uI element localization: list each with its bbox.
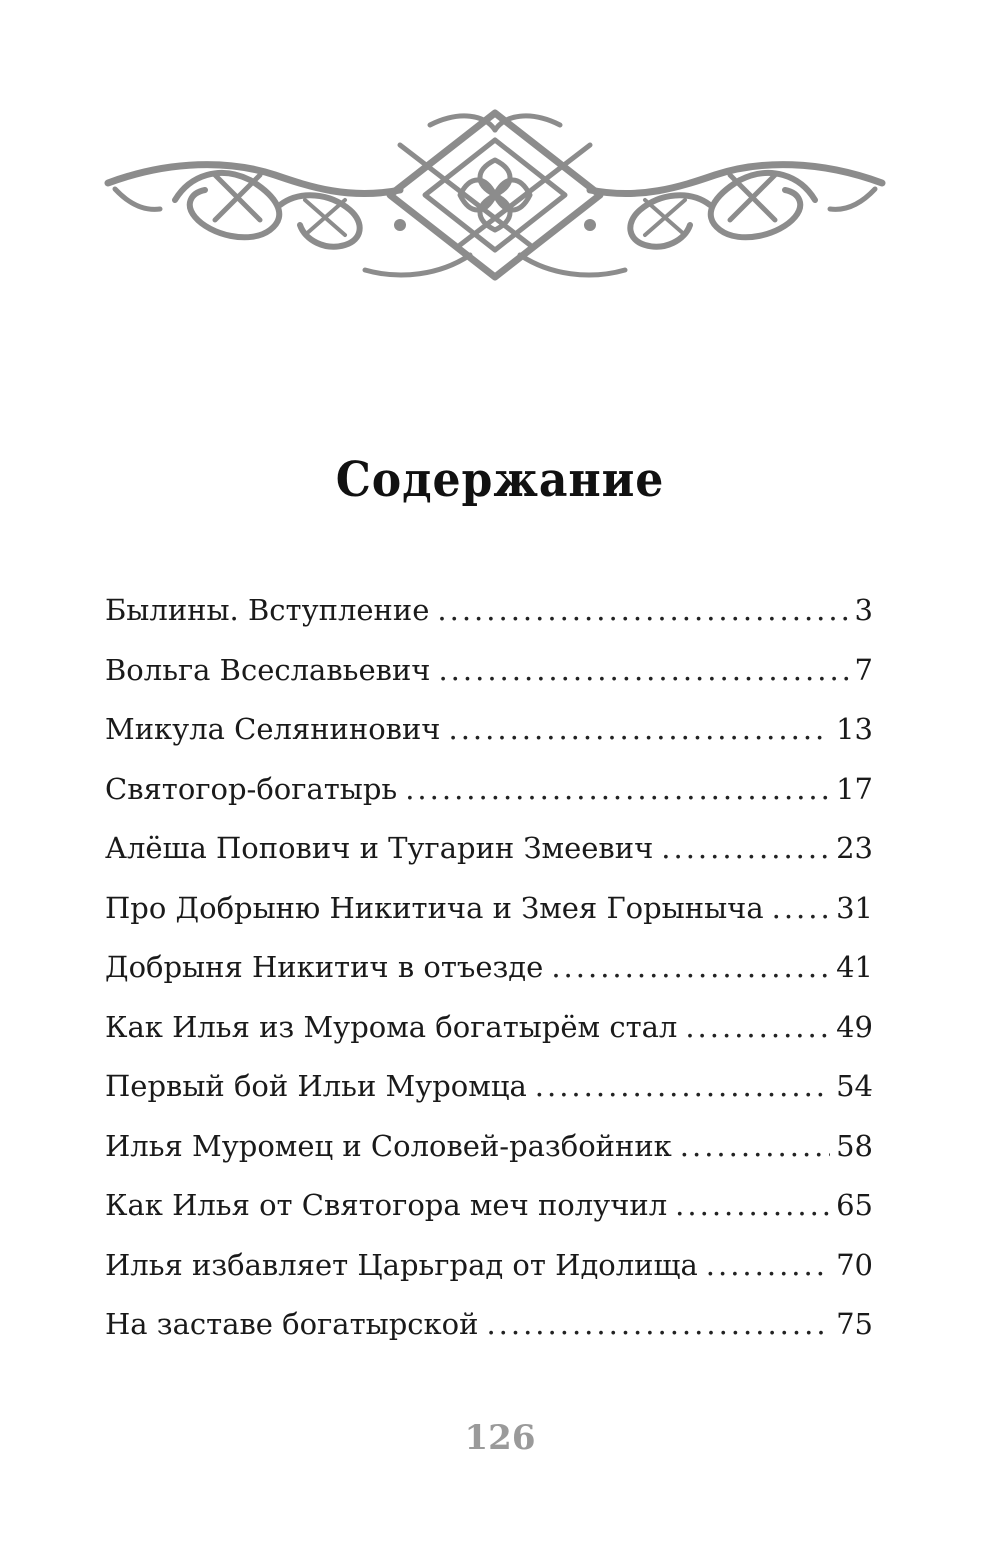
toc-entry-page: 41 (836, 950, 873, 984)
toc-entry-title: Илья Муромец и Соловей-разбойник (105, 1128, 672, 1163)
toc-entry-page: 49 (836, 1009, 873, 1044)
page-number: 126 (464, 1418, 536, 1458)
toc-entry (105, 1005, 873, 1065)
toc-entry-title: Первый бой Ильи Муромца (105, 1069, 527, 1103)
toc-leader-dots (661, 826, 830, 870)
toc-leader-dots (535, 1064, 830, 1108)
toc-entry-page: 75 (836, 1307, 873, 1341)
toc-entry (105, 886, 873, 946)
toc-leader-dots (551, 945, 830, 989)
toc-entry-page: 23 (836, 831, 873, 865)
toc-entry-title: Добрыня Никитич в отъезде (105, 950, 544, 984)
toc-entry (105, 945, 873, 1005)
toc-entry (105, 826, 873, 886)
ornament-knot-icon (100, 105, 890, 290)
toc-entry-title: Илья избавляет Царьград от Идолища (105, 1247, 698, 1282)
toc-entry (105, 1124, 873, 1184)
toc-entry-title: Святогор-богатырь (105, 771, 398, 806)
toc-entry (105, 707, 873, 767)
toc-entry-page: 65 (836, 1188, 873, 1222)
toc-leader-dots (675, 1183, 830, 1227)
toc-entry (105, 767, 873, 827)
toc-entry-page: 58 (836, 1128, 873, 1163)
toc-leader-dots (685, 1005, 830, 1049)
toc-entry-page: 17 (836, 771, 873, 806)
page-title: Содержание (335, 452, 665, 508)
toc-entry (105, 1064, 873, 1124)
toc-entry (105, 1183, 873, 1243)
toc-leader-dots (437, 588, 848, 632)
toc-entry-title: На заставе богатырской (105, 1307, 479, 1341)
toc-leader-dots (772, 886, 830, 930)
toc-leader-dots (706, 1243, 830, 1287)
toc-entry-title: Алёша Попович и Тугарин Змеевич (105, 831, 654, 865)
toc-entry-page: 13 (836, 712, 873, 746)
toc-entry-title: Как Илья от Святогора меч получил (105, 1188, 668, 1222)
toc-entry-title: Вольга Всеславьевич (105, 652, 431, 687)
toc-entry-title: Былины. Вступление (105, 593, 430, 627)
toc-leader-dots (448, 707, 830, 751)
toc-entry-page: 3 (854, 593, 873, 627)
toc-entry-title: Как Илья из Мурома богатырём стал (105, 1009, 678, 1044)
toc-entry-page: 54 (836, 1069, 873, 1103)
toc-leader-dots (405, 767, 830, 811)
toc-entry-title: Микула Селянинович (105, 712, 441, 746)
toc-entry-title: Про Добрыню Никитича и Змея Горыныча (105, 890, 764, 925)
toc-entry-page: 7 (854, 652, 873, 687)
toc-entry (105, 1243, 873, 1303)
table-of-contents (105, 588, 873, 1362)
toc-entry (105, 1302, 873, 1362)
toc-entry-page: 70 (836, 1247, 873, 1282)
toc-entry (105, 588, 873, 648)
toc-leader-dots (438, 648, 848, 692)
toc-leader-dots (486, 1302, 830, 1346)
toc-entry (105, 648, 873, 708)
toc-leader-dots (680, 1124, 830, 1168)
toc-entry-page: 31 (836, 890, 873, 925)
